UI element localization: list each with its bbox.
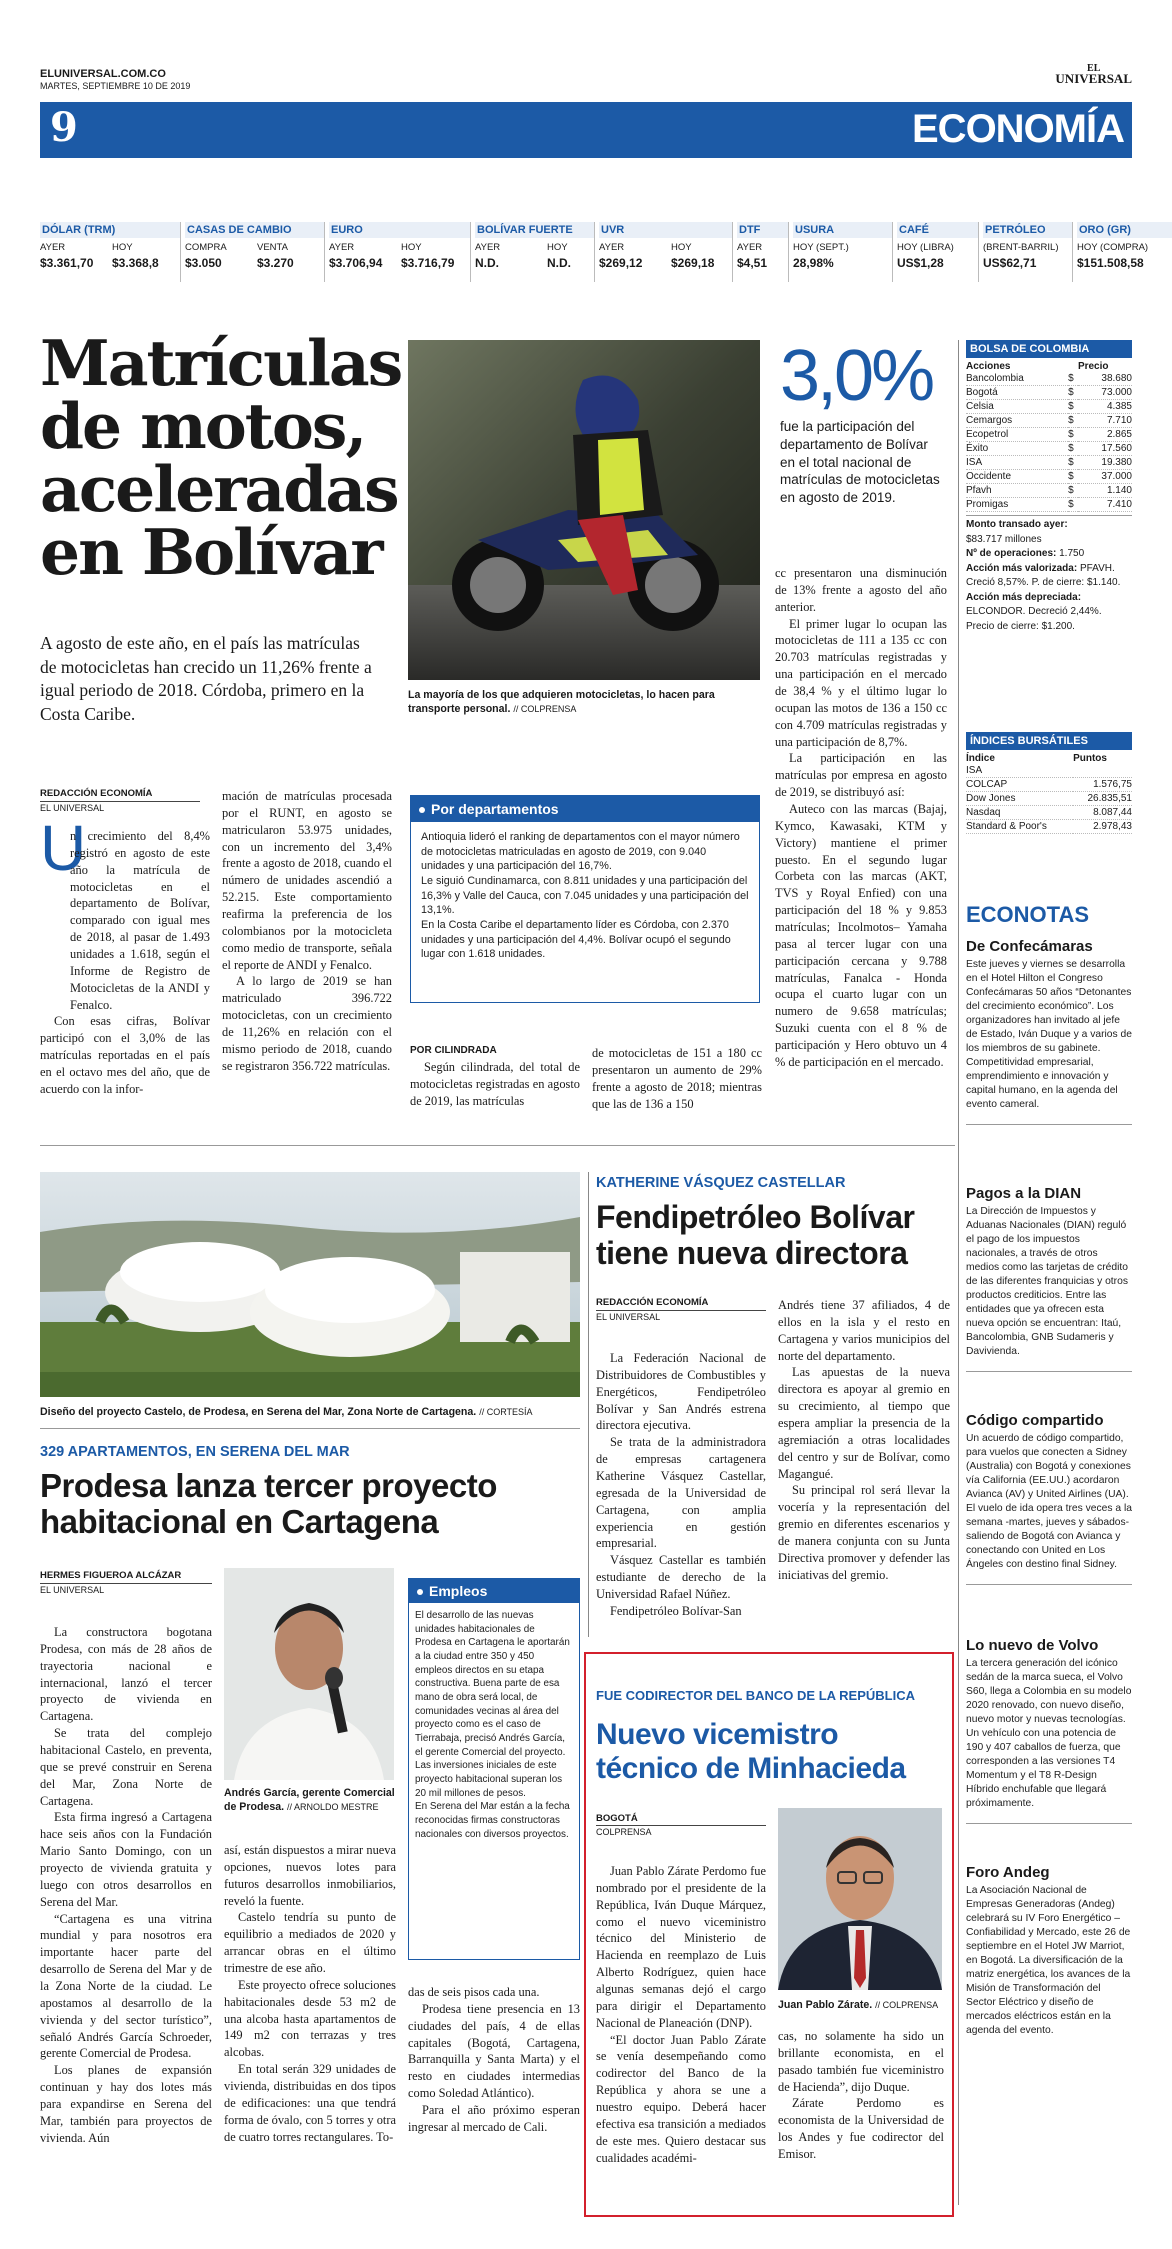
motos-stat-value: 3,0% (780, 336, 933, 416)
indicator-label-2: VENTA (257, 242, 288, 253)
page-number: 9 (50, 104, 78, 151)
econota-head: De Confecámaras (966, 938, 1093, 955)
garcia-photo (224, 1568, 394, 1780)
divider (40, 1428, 580, 1429)
indicator-value-1: $4,51 (737, 256, 768, 270)
zarate-caption: Juan Pablo Zárate. // COLPRENSA (778, 1999, 939, 2011)
castelo-caption: Diseño del proyecto Castelo, de Prodesa, en Serena del Mar, Zona Norte de Cartagena. // CORTESÍA (40, 1406, 533, 1418)
motos-byline: REDACCIÓN ECONOMÍA (40, 788, 153, 799)
divider (966, 1584, 1132, 1585)
motos-dropcap: U (40, 812, 87, 884)
indicator-label-1: AYER (475, 242, 501, 253)
fendi-divider (588, 1172, 589, 1637)
divider (966, 1823, 1132, 1824)
econota-text: La tercera generación del icónico sedán de la marca sueca, el Volvo S60, llega a Colombia en su modelo 2020 renovado, con nuevo diseño, nuevo motor y nuevas tecnologías. Un vehículo con una potencia de 190 y 407 caballos de fuerza, que corresponden a las versiones T4 Momentum y el T8 R-Design Híbrido enchufable que llegará próximamente. (966, 1658, 1132, 1809)
indicator-value-1: $3.706,94 (329, 256, 383, 270)
masthead-site[interactable]: ELUNIVERSAL.COM.CO (40, 68, 166, 80)
index-row: Standard & Poor's 2.978,43 (966, 821, 1132, 832)
section-bar (40, 102, 1132, 158)
indicator-value-1: $269,12 (599, 256, 643, 270)
motos-box-title: Por departamentos (411, 796, 759, 822)
prodesa-headline: Prodesa lanza tercer proyecto habitacional en Cartagena (40, 1467, 497, 1541)
econota-head: Código compartido (966, 1412, 1104, 1429)
motos-deck: A agosto de este año, en el país las matrículas de motocicletas han crecido un 11,26% frente a igual periodo de 2018. Córdoba, primero en la Costa Caribe. (40, 633, 372, 724)
stock-row: Ecopetrol $ 2.865 (966, 429, 1132, 440)
indicator-label-1: AYER (329, 242, 355, 253)
bolsa-title: BOLSA DE COLOMBIA (966, 340, 1132, 358)
econota-item (966, 938, 1132, 1125)
stock-row: Promigas $ 7.410 (966, 499, 1132, 510)
motos-outlet: EL UNIVERSAL (40, 801, 200, 813)
vice-kicker: FUE CODIRECTOR DEL BANCO DE LA REPÚBLICA (596, 1688, 915, 1703)
fendi-byline: REDACCIÓN ECONOMÍA (596, 1297, 709, 1308)
indicator-label-2: HOY (401, 242, 422, 253)
indicator-1 (180, 222, 324, 282)
indicator-label-1: HOY (SEPT.) (793, 242, 849, 253)
index-row: COLCAP 1.576,75 (966, 779, 1132, 790)
econotas-title: ECONOTAS (966, 902, 1090, 927)
masthead-date: MARTES, SEPTIEMBRE 10 DE 2019 (40, 81, 191, 91)
motos-col1: n crecimiento del 8,4% registró en agosto de este año la matrícula de motocicletas en el departamento de Bolívar, comparado con igual mes de 2018, al pasar de 1.493 unidades a 1.618, según el Informe de Registro de Motocicletas de la ANDI y Fenalco. Con esas cifras, Bolívar participó con el 3,0% de las matrículas reportadas en el país en el octavo mes del año, que de acuerdo con la infor- (40, 829, 210, 1096)
indicator-label-1: AYER (40, 242, 66, 253)
indicator-3 (470, 222, 594, 282)
moto-photo (408, 340, 760, 680)
indices-table: Índice Puntos ISA COLCAP 1.576,75 Dow Jones 26.835,51 Nasdaq 8.087,44 Standard & Poor's 2.978,43 (966, 753, 1132, 832)
indicator-name: BOLÍVAR FUERTE (475, 222, 594, 238)
divider (966, 1371, 1132, 1372)
indicator-name: CASAS DE CAMBIO (185, 222, 324, 238)
fendi-headline: Fendipetróleo Bolívar tiene nueva directora (596, 1199, 915, 1271)
econota-head: Lo nuevo de Volvo (966, 1637, 1099, 1654)
vice-col2: cas, no solamente ha sido un brillante economista, en el pasado también fue viceministro de Hacienda”, dijo Duque. Zárate Perdomo es economista de la Universidad de los Andes y fue codirector del Emisor. (778, 2029, 944, 2162)
indicator-label-1: HOY (LIBRA) (897, 242, 954, 253)
indicator-name: ORO (GR) (1077, 222, 1172, 238)
bolsa-panel: BOLSA DE COLOMBIA Acciones Precio Bancolombia $ 38.680 Bogotá $ 73.000 Celsia $ 4.385 Cemargos $ 7.710 Ecopetrol $ 2.865 Éxito $ 17.560 ISA $ 19.380 Occidente $ 37.000 Pfavh $ 1.140 Promigas $ 7.410 Monto transado ayer: $83.717 millones Nº de operaciones: 1.750 Acción más valorizada: PFAVH. Creció 8,57%. P. de cierre: $1.140. Acción más depreciada: ELCONDOR. Decreció 2,44%. Precio de cierre: $1.200. (966, 340, 1132, 634)
fendi-col2: Andrés tiene 37 afiliados, 4 de ellos en la isla y el resto en Cartagena y varios municipios del norte del departamento. Las apuestas de la nueva directora es apoyar al gremio en su crecimiento, al tiempo que espera ampliar la presencia de la agremiación a otras localidades del centro y sur de Bolívar, como Magangué. Su principal rol será llevar la vocería y la representación del gremio en diferentes escenarios y de manera conjunta con su Junta Directiva promover y defender las iniciativas del gremio. (778, 1298, 950, 1582)
indicator-label-1: AYER (737, 242, 763, 253)
zarate-photo (778, 1808, 942, 1990)
indices-panel (966, 732, 1132, 834)
indicator-value-2: N.D. (547, 256, 571, 270)
castelo-photo (40, 1172, 580, 1397)
indicator-value-1: $151.508,58 (1077, 256, 1144, 270)
indicator-label-2: HOY (671, 242, 692, 253)
prodesa-kicker: 329 APARTAMENTOS, EN SERENA DEL MAR (40, 1444, 350, 1460)
indicator-label-2: HOY (112, 242, 133, 253)
econota-item (966, 1637, 1132, 1824)
stock-row: Cemargos $ 7.710 (966, 415, 1132, 426)
indicator-label-1: COMPRA (185, 242, 227, 253)
fendi-col1: La Federación Nacional de Distribuidores de Combustibles y Energéticos, Fendipetróleo Bolívar y San Andrés estrena directora ejecutiva. Se trata de la administradora de empresas cartagenera Katherine Vásquez Castellar, egresada de la Universidad de Cartagena, con amplia experiencia en gestión empresarial. Vásquez Castellar es también estudiante de derecho de la Universidad Rafael Núñez. Fendipetróleo Bolívar-San (596, 1351, 766, 1618)
econota-text: Este jueves y viernes se desarrolla en el Hotel Hilton el Congreso Confecámaras 50 años “Detonantes del crecimiento económico”. Los organizadores han invitado al jefe de Estado, Iván Duque y a varios de los miembros de su gabinete. Competitividad empresarial, emprendimiento e innovación y capital humano, en la agenda del evento cameral. (966, 959, 1132, 1110)
indicator-5 (732, 222, 788, 282)
econota-text: La Asociación Nacional de Empresas Generadoras (Andeg) celebrará su IV Foro Energético – Confiabilidad y Mercado, este 26 de septiembre en el Hotel JW Marriot, en Bogotá. La diversificación de la matriz energética, los avances de la Misión de Transformación del Sector Eléctrico y diseño de mercados eléctricos están en la agenda del evento. (966, 1885, 1131, 2036)
econota-item (966, 1185, 1132, 1372)
prodesa-outlet: EL UNIVERSAL (40, 1583, 212, 1595)
sidebar-divider (958, 340, 959, 2205)
motos-col2: mación de matrículas procesada por el RUNT, en agosto se matricularon 53.975 unidades, con un incremento del 3,4% frente a agosto de 2018, cuando el número de unidades ascendió a 52.215. Este comportamiento reafirma la preferencia de los colombianos por la motocicleta como medio de transporte, señala el reporte de ANDI y Fenalco. A lo largo de 2019 se han matriculado 396.722 motocicletas, con un crecimiento de 11,26% en relación con el mismo periodo de 2018, cuando se registraron 356.722 matrículas. (222, 789, 392, 1073)
indicator-6 (788, 222, 892, 282)
indicator-value-1: US$1,28 (897, 256, 944, 270)
index-row: ISA (966, 764, 1132, 778)
indicator-value-1: US$62,71 (983, 256, 1037, 270)
indicator-2 (324, 222, 470, 282)
stock-row: Bogotá $ 73.000 (966, 387, 1132, 398)
prodesa-col2: así, están dispuestos a mirar nueva opciones, nuevos lotes para futuros desarrollos inmobiliarios, reveló la fuente. Castelo tendría su punto de equilibrio a mediados de 2020 y arrancar obras en el último trimestre de ese año. Este proyecto ofrece soluciones habitacionales desde 53 m2 de una alcoba hasta apartamentos de 149 m2 con terrazas y tres alcobas. En total serán 329 unidades de vivienda, distribuidas en dos tipos de edificaciones: una que tendrá forma de óvalo, con 5 torres y otra de cuatro torres rectangulares. To- (224, 1843, 396, 2144)
indicator-name: UVR (599, 222, 732, 238)
empleos-box: Empleos El desarrollo de las nuevas unidades habitacionales de Prodesa en Cartagena le aportarán a la ciudad entre 350 y 450 empleos directos en su etapa constructiva. Buena parte de esa mano de obra será local, de comunidades vecinas al área del proyecto como es el caso de Tierrabaja, precisó Andrés García, el gerente Comercial del proyecto. Las inversiones iniciales de este proyecto habitacional superan los 20 mil millones de pesos. En Serena del Mar están a la fecha reconocidas firmas constructoras nacionales con diversos proyectos. (408, 1578, 580, 1960)
indicator-value-2: $269,18 (671, 256, 715, 270)
econota-head: Foro Andeg (966, 1864, 1050, 1881)
bolsa-table: Acciones Precio Bancolombia $ 38.680 Bogotá $ 73.000 Celsia $ 4.385 Cemargos $ 7.710 Ecopetrol $ 2.865 Éxito $ 17.560 ISA $ 19.380 Occidente $ 37.000 Pfavh $ 1.140 Promigas $ 7.410 (966, 361, 1132, 510)
econota-text: Un acuerdo de código compartido, para vuelos que conecten a Sidney (Australia) con Bogotá y conexiones vía California (EE.UU.) acordaron Avianca (AV) y United Airlines (UA). El vuelo de ida opera tres veces a la semana -martes, jueves y sábados- saliendo de Bogotá con Avianca y conectando con United en Los Ángeles con destino final Sidney. (966, 1433, 1132, 1570)
fendi-outlet: EL UNIVERSAL (596, 1310, 766, 1322)
stock-row: Éxito $ 17.560 (966, 443, 1132, 454)
prodesa-col1: La constructora bogotana Prodesa, con más de 28 años de trayectoria nacional e internacional, lanzó el tercer proyecto de vivienda en Cartagena. Se trata del complejo habitacional Castelo, en preventa, que se prevé construir en Serena del Mar, Zona Norte de Cartagena. Esta firma ingresó a Cartagena hace seis años con la Fundación Mario Santo Domingo, con un proyecto de vivienda gratuita y luego con otros desarrollos en Serena del Mar. “Cartagena es una vitrina mundial y para nosotros era importante hacer parte del desarrollo de Serena del Mar y de la Zona Norte de la ciudad. Le apostamos al desarrollo de la vivienda y del sector turístico”, señaló Andrés García Schroeder, gerente Comercial de Prodesa. Los planes de expansión continuan y hay dos lotes más para expandirse en Serena del Mar, también para proyectos de vivienda. Aún (40, 1625, 212, 2145)
indicator-value-1: N.D. (475, 256, 499, 270)
indicator-label-2: HOY (547, 242, 568, 253)
indicator-value-2: $3.716,79 (401, 256, 455, 270)
stock-row: Bancolombia $ 38.680 (966, 373, 1132, 384)
stock-row: Celsia $ 4.385 (966, 401, 1132, 412)
indicators-strip (40, 222, 1149, 282)
prodesa-byline: HERMES FIGUEROA ALCÁZAR (40, 1570, 182, 1581)
econota-item (966, 1864, 1132, 2038)
prodesa-col3: das de seis pisos cada una. Prodesa tiene presencia en 13 ciudades del país, 4 de ellas capitales (Bogotá, Cartagena, Barranquilla y Santa Marta) y el resto en ciudades intermedias como Soledad Atlántico). Para el año próximo esperan ingresar al mercado de Cali. (408, 1985, 580, 2134)
garcia-caption: Andrés García, gerente Comercial de Prodesa. // ARNOLDO MESTRE (224, 1787, 395, 1814)
stock-row: Occidente $ 37.000 (966, 471, 1132, 482)
motos-col4: cc presentaron una disminución de 13% frente a agosto del año anterior. El primer lugar lo ocupan las motocicletas de 111 a 135 cc con 20.703 matrículas registradas y una participación en el mercado de 38,4 % y el último lugar lo ocupan las motos de 136 a 150 cc con 4.709 matrículas registradas y una participación de 8,7%. La participación en las matrículas por empresa en agosto de 2019, se distribuyó así: Auteco con las marcas (Bajaj, Kymco, Kawasaki, KTM y Victory) mantiene el primer puesto. En el segundo lugar Corbeta con las marcas (AKT, TVS y Royal Enfied) con una participación del 18 % y 9.853 matrículas; Incolmotos– Yamaha pasa al tercer lugar con una participación cercana y 9.788 matrículas, Fanalca - Honda ocupa el cuarto lugar con un numero de 9.658 matrículas; Suzuki cuenta con el 8 % de participación y Hero obtuvo un 4 % de participación en el mercado. (775, 566, 947, 1069)
index-row: Dow Jones 26.835,51 (966, 793, 1132, 804)
econotas-list (966, 938, 1132, 2038)
divider (966, 1124, 1132, 1125)
indicator-label-1: AYER (599, 242, 625, 253)
stock-row: Pfavh $ 1.140 (966, 485, 1132, 496)
indicator-value-1: 28,98% (793, 256, 834, 270)
motos-box: Por departamentos Antioquia lideró el ranking de departamentos con el mayor número de motocicletas matriculadas en agosto de 2019, con 9.040 unidades y una participación del 16,7%. Le siguió Cundinamarca, con 8.811 unidades y una participación del 16,3% y Valle del Cauca, con 7.045 unidades y una participación del 13,1%. En la Costa Caribe el departamento líder es Córdoba, con 2.370 unidades y una participación del 4,4%. Bolívar ocupó el segundo lugar con 1.618 unidades. (410, 795, 760, 1003)
newspaper-logo: EL UNIVERSAL (1055, 63, 1132, 86)
motos-headline: Matrículas de motos, aceleradas en Bolívar (40, 326, 402, 589)
indicator-8 (978, 222, 1072, 282)
econota-text: La Dirección de Impuestos y Aduanas Nacionales (DIAN) reguló el pago de los impuestos nacionales, a través de otros medios como las tarjetas de crédito de las diferentes franquicias y otros productos crediticios. Entre las entidades que ya ofrecen esta nueva opción se encuentran: Itaú, Bancolombia, GNB Sudameris y Davivienda. (966, 1206, 1128, 1357)
cilindrada-col2: de motocicletas de 151 a 180 cc presentaron un aumento de 29% frente a agosto de 2018; mientras que las de 136 a 150 (592, 1046, 762, 1111)
econota-head: Pagos a la DIAN (966, 1185, 1082, 1202)
indicator-value-1: $3.361,70 (40, 256, 94, 270)
cilindrada-head: POR CILINDRADA (410, 1045, 497, 1056)
moto-caption: La mayoría de los que adquieren motocicletas, lo hacen para transporte personal. // COLPRENSA (408, 689, 715, 716)
indicator-value-1: $3.050 (185, 256, 222, 270)
indicator-0 (40, 222, 180, 282)
econota-item (966, 1412, 1132, 1585)
fendi-kicker: KATHERINE VÁSQUEZ CASTELLAR (596, 1175, 846, 1191)
indicator-label-1: (BRENT-BARRIL) (983, 242, 1059, 253)
empleos-title: Empleos (409, 1579, 579, 1603)
motos-stat-text: fue la participación del departamento de Bolívar en el total nacional de matrículas de motocicletas en agosto de 2019. (780, 419, 940, 506)
cilindrada-col1: Según cilindrada, del total de motocicletas registradas en agosto de 2019, las matrículas (410, 1060, 580, 1108)
indicator-4 (594, 222, 732, 282)
indicator-name: PETRÓLEO (983, 222, 1072, 238)
indicator-name: EURO (329, 222, 470, 238)
vice-outlet: COLPRENSA (596, 1825, 766, 1837)
divider (40, 1145, 955, 1146)
indicator-value-2: $3.368,8 (112, 256, 159, 270)
indicator-7 (892, 222, 978, 282)
indicator-name: USURA (793, 222, 892, 238)
indicator-name: CAFÉ (897, 222, 978, 238)
indices-title: ÍNDICES BURSÁTILES (966, 732, 1132, 750)
vice-headline: Nuevo vicemistro técnico de Minhacieda (596, 1718, 906, 1785)
vice-col1: Juan Pablo Zárate Perdomo fue nombrado por el presidente de la República, Iván Duque Márquez, como el nuevo viceministro técnico del Ministerio de Hacienda en reemplazo de Luis Alberto Rodríguez, quien hace algunas semanas dejó el cargo para dirigir el Departamento Nacional de Planeación (DNP). “El doctor Juan Pablo Zárate se venía desempeñando como codirector del Banco de la República y ahora se une a nuestro equipo. Deberá hacer efectiva esa transición a mediados de este mes. Quiero destacar sus cualidades académi- (596, 1864, 766, 2165)
vice-byline: BOGOTÁ (596, 1813, 638, 1824)
section-title: ECONOMÍA (912, 107, 1124, 151)
indicator-value-2: $3.270 (257, 256, 294, 270)
indicator-name: DTF (737, 222, 788, 238)
indicator-label-1: HOY (COMPRA) (1077, 242, 1149, 253)
index-row: Nasdaq 8.087,44 (966, 807, 1132, 818)
indicator-9 (1072, 222, 1172, 282)
stock-row: ISA $ 19.380 (966, 457, 1132, 468)
indicator-name: DÓLAR (TRM) (40, 222, 180, 238)
